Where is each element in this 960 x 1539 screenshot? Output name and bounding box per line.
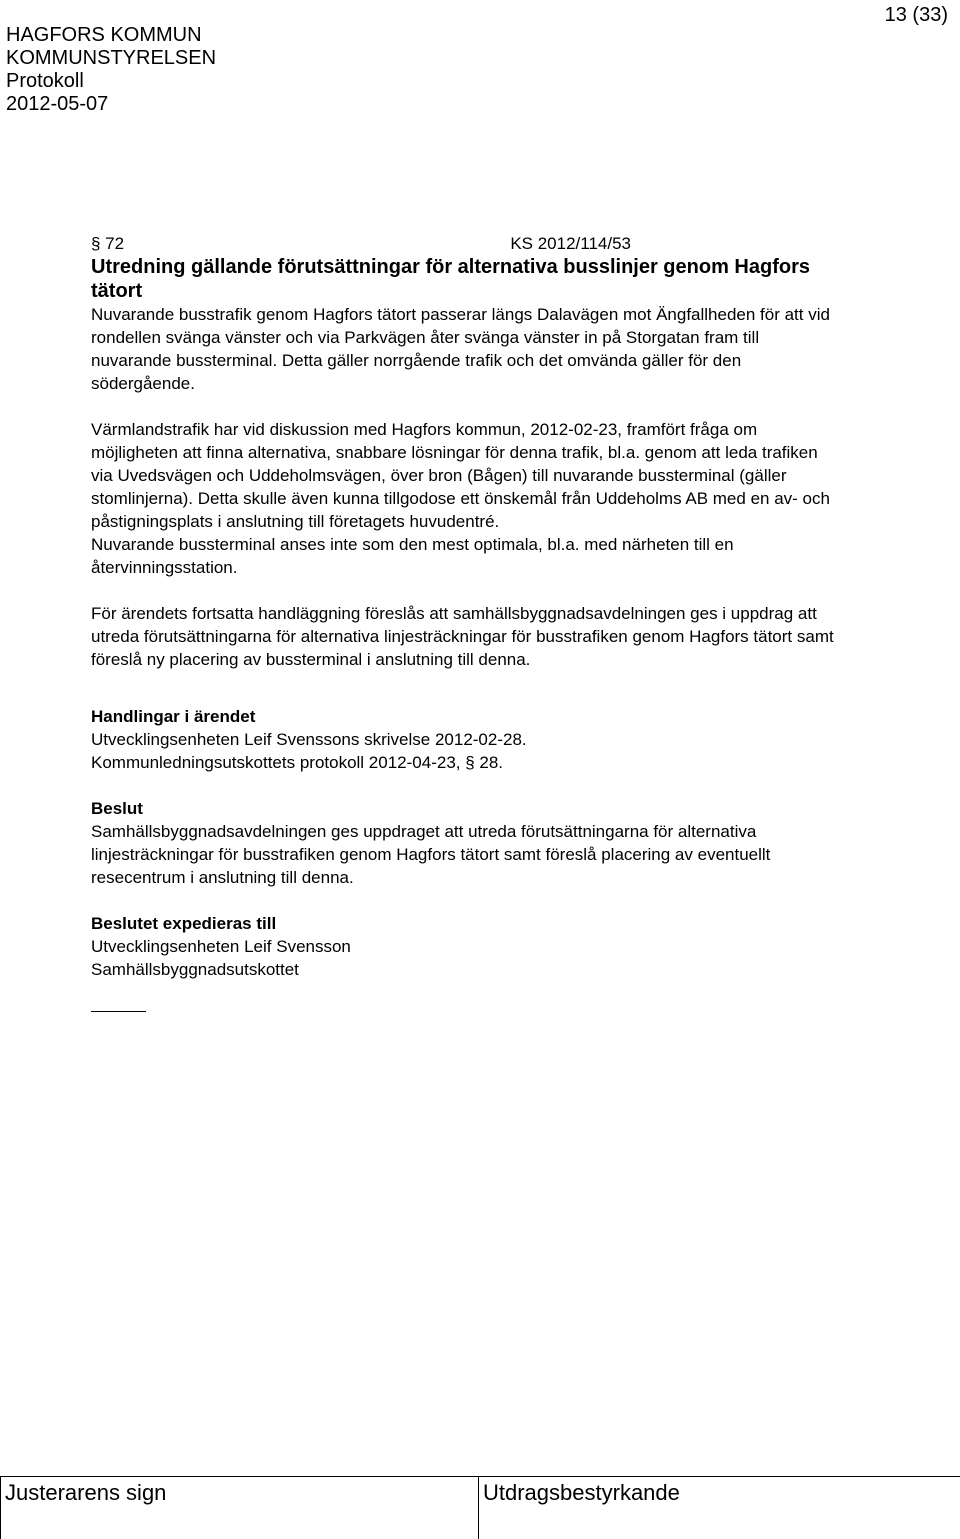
section-title-line-1: Utredning gällande förutsättningar för alternativa busslinjer genom Hagfors — [91, 256, 810, 278]
doc-type: Protokoll — [6, 70, 84, 92]
document-header — [6, 24, 216, 116]
section-meta — [91, 232, 631, 255]
utdrag-box — [478, 1476, 960, 1539]
list-item: Samhällsbyggnadsutskottet — [91, 960, 299, 979]
org-name: HAGFORS KOMMUN — [6, 24, 202, 46]
text-line: rondellen svänga vänster och via Parkvägen åter svänga vänster in på Storgatan fram till — [91, 328, 760, 347]
text-line: utreda förutsättningarna för alternativa linjesträckningar för busstrafiken genom Hagfors tätort samt — [91, 627, 834, 646]
expedieras-section — [91, 912, 957, 981]
board-name: KOMMUNSTYRELSEN — [6, 47, 217, 69]
list-item: Utvecklingsenheten Leif Svensson — [91, 937, 351, 956]
text-line: För ärendets fortsatta handläggning föreslås att samhällsbyggnadsavdelningen ges i uppdrag att — [91, 604, 817, 623]
text-line: möjligheten att finna alternativa, snabbare lösningar för denna trafik, bl.a. genom att leda trafiken — [91, 443, 818, 462]
text-line: Nuvarande bussterminal anses inte som den mest optimala, bl.a. med närheten till en — [91, 535, 734, 554]
beslut-heading: Beslut — [91, 799, 143, 818]
text-line: Samhällsbyggnadsavdelningen ges uppdraget att utreda förutsättningarna för alternativa — [91, 822, 757, 841]
justerare-sign-label: Justerarens sign — [5, 1480, 167, 1505]
list-item: Utvecklingsenheten Leif Svenssons skrivelse 2012-02-28. — [91, 730, 527, 749]
doc-date: 2012-05-07 — [6, 93, 109, 115]
paragraph-3 — [91, 602, 957, 671]
section-number: § 72 — [91, 234, 125, 253]
text-line: Nuvarande busstrafik genom Hagfors tätort passerar längs Dalavägen mot Ängfallheden för att vid — [91, 305, 830, 324]
paragraph-2 — [91, 418, 957, 579]
case-reference: KS 2012/114/53 — [510, 234, 631, 253]
text-line: återvinningsstation. — [91, 558, 238, 577]
list-item: Kommunledningsutskottets protokoll 2012-04-23, § 28. — [91, 753, 504, 772]
signature-footer — [0, 1476, 960, 1539]
text-line: påstigningsplats i anslutning till företagets huvudentré. — [91, 512, 500, 531]
beslut-section — [91, 797, 957, 889]
text-line: via Uvedsvägen och Uddeholmsvägen, över bron (Bågen) till nuvarande bussterminal (gäller — [91, 466, 787, 485]
expedieras-heading: Beslutet expedieras till — [91, 914, 277, 933]
utdrag-label: Utdragsbestyrkande — [483, 1480, 680, 1505]
text-line: föreslå ny placering av bussterminal i anslutning till denna. — [91, 650, 531, 669]
text-line: Värmlandstrafik har vid diskussion med Hagfors kommun, 2012-02-23, framfört fråga om — [91, 420, 758, 439]
handlingar-section — [91, 705, 957, 774]
handlingar-heading: Handlingar i ärendet — [91, 707, 256, 726]
justerare-sign-box — [0, 1476, 477, 1539]
end-rule — [91, 1011, 146, 1012]
paragraph-1 — [91, 303, 957, 395]
text-line: linjesträckningar för busstrafiken genom Hagfors tätort samt föreslå placering av eventuellt — [91, 845, 771, 864]
section-title-line-2: tätort — [91, 280, 143, 302]
page-number: 13 (33) — [884, 4, 948, 26]
text-line: stomlinjerna). Detta skulle även kunna tillgodose ett önskemål från Uddeholms AB med en av- och — [91, 489, 830, 508]
document-body — [91, 232, 957, 1012]
text-line: nuvarande bussterminal. Detta gäller norrgående trafik och det omvända gäller för den — [91, 351, 742, 370]
text-line: södergående. — [91, 374, 195, 393]
text-line: resecentrum i anslutning till denna. — [91, 868, 354, 887]
